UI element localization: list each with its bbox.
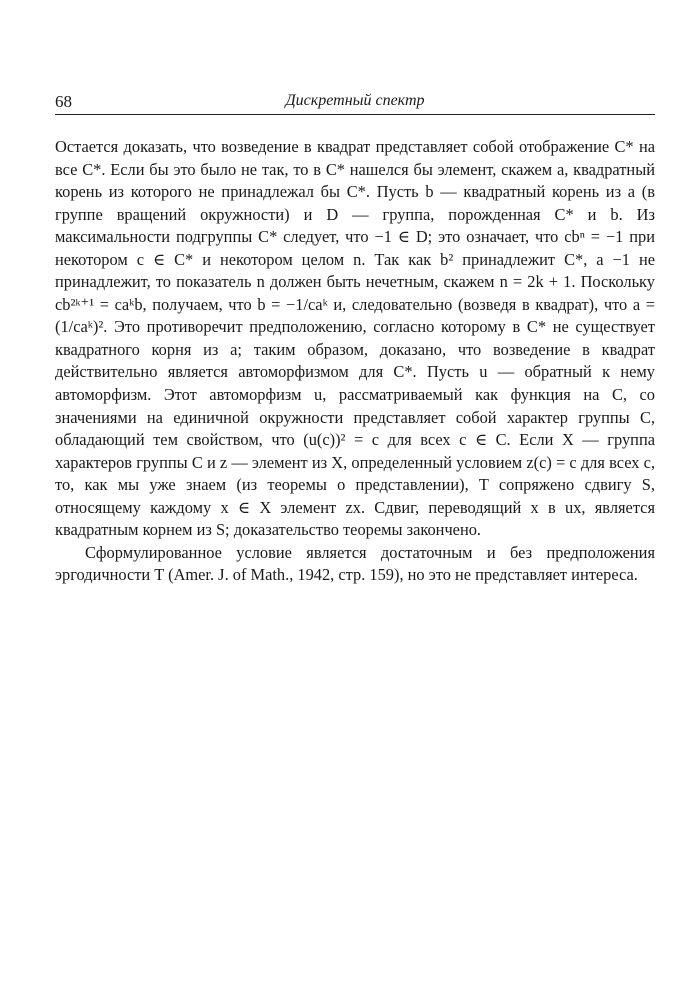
running-title: Дискретный спектр xyxy=(285,92,425,109)
body-text xyxy=(55,136,655,587)
page-number: 68 xyxy=(55,92,72,111)
paragraph-remark: Сформулированное условие является достаточным и без предположения эргодичности T (Amer. J. of Math., 1942, стр. 159), но это не представляет интереса. xyxy=(55,542,655,585)
running-header xyxy=(55,92,655,115)
paragraph-proof: Остается доказать, что возведение в квадрат представляет собой отображение C* на все C*. Если бы это было не так, то в C* нашелся бы элемент, скажем a, квадратный корень из которого не принадлежал бы C*. Пусть b — квадратный корень из a (в группе вращений окружности) и D — группа, порожденная C* и b. Из максимальности подгруппы C* следует, что −1 ∈ D; это означает, что cbⁿ = −1 при некотором c ∈ C* и некотором целом n. Так как b² принадлежит C*, а −1 не принадлежит, то показатель n должен быть нечетным, скажем n = 2k + 1. Поскольку cb²ᵏ⁺¹ = caᵏb, получаем, что b = −1/caᵏ и, следовательно (возведя в квадрат), что a = (1/caᵏ)². Это противоречит предположению, согласно которому в C* не существует квадратного корня из a; таким образом, доказано, что возведение в квадрат действительно является автоморфизмом для C*. Пусть u — обратный к нему автоморфизм. Этот автоморфизм u, рассматриваемый как функция на C, со значениями на единичной окружности представляет собой характер группы C, обладающий тем свойством, что (u(c))² = c для всех c ∈ C. Если X — группа характеров группы C и z — элемент из X, определенный условием z(c) = c для всех c, то, как мы уже знаем (из теоремы о представлении), T сопряжено сдвигу S, относящему каждому x ∈ X элемент zx. Сдвиг, переводящий x в ux, является квадратным корнем из S; доказательство теоремы закончено. xyxy=(55,137,655,540)
